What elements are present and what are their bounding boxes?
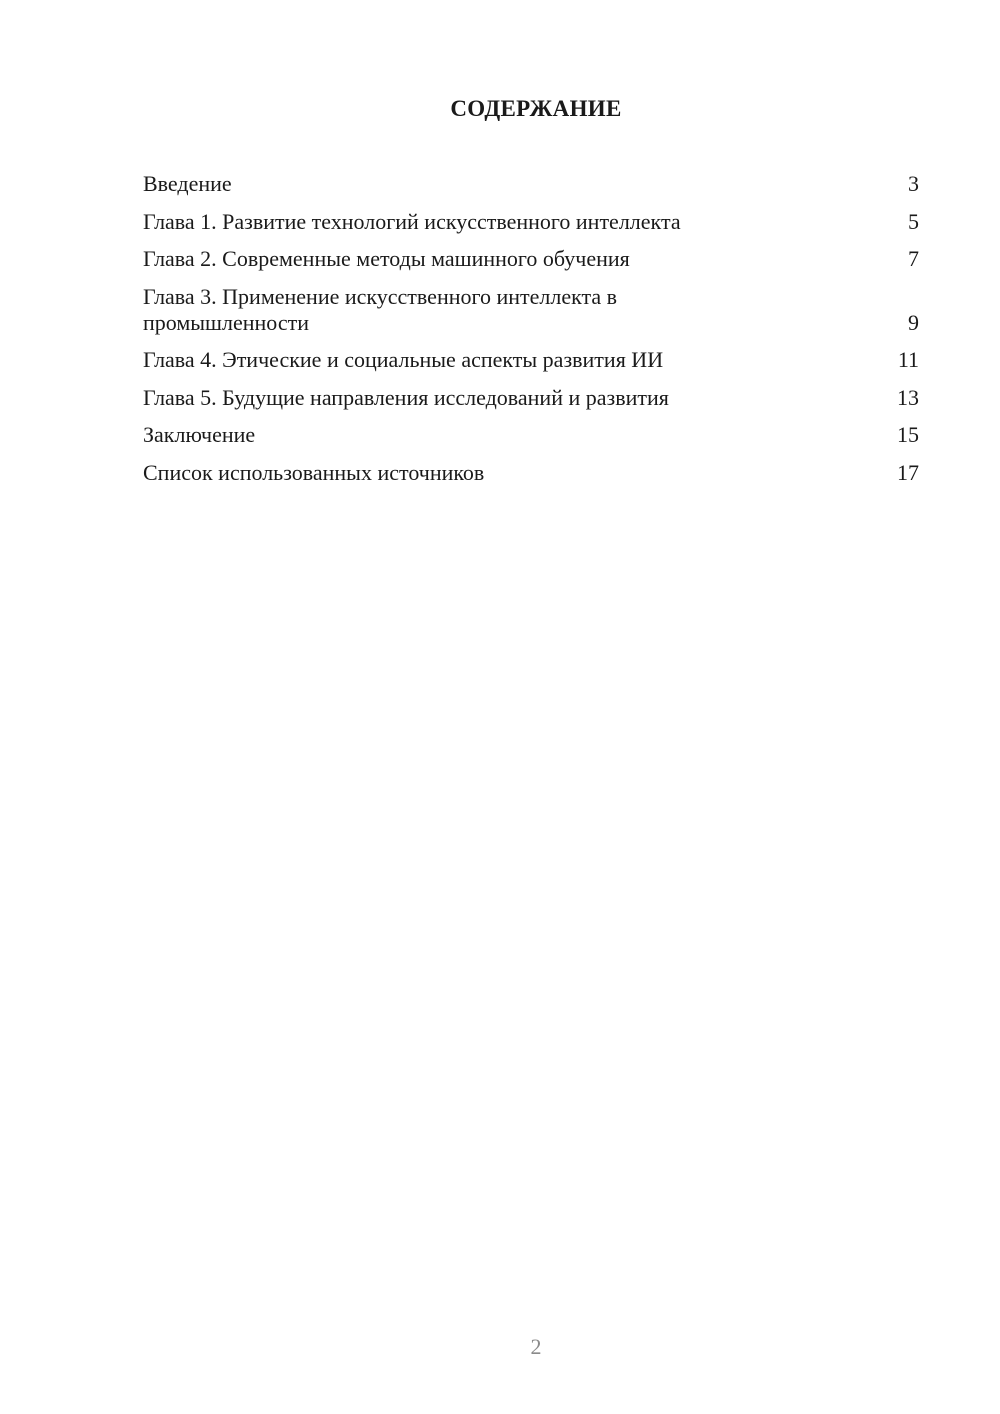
toc-entry-conclusion: [143, 422, 919, 448]
toc-entry-text: Глава 4. Этические и социальные аспекты развития ИИ: [143, 347, 664, 372]
toc-entry-page: 15: [897, 422, 919, 447]
toc-title: СОДЕРЖАНИЕ: [450, 96, 622, 121]
toc-entry-text: Глава 5. Будущие направления исследований и развития: [143, 384, 669, 410]
toc-entry-text: Глава 1. Развитие технологий искусственного интеллекта: [143, 208, 681, 234]
toc-entry-chapter-3: [143, 284, 919, 336]
toc-entry-text: Глава 2. Современные методы машинного обучения: [143, 246, 630, 271]
toc-entry-page: 5: [908, 208, 919, 234]
toc-entry-references: [143, 460, 919, 486]
toc-entry-chapter-5: [143, 385, 919, 411]
toc-entry-page: 17: [897, 459, 919, 485]
toc-entry-text: Список использованных источников: [143, 459, 485, 485]
toc-entry-page: 9: [908, 309, 919, 335]
toc-entry-introduction: [143, 171, 919, 197]
toc-entry-page: 11: [897, 347, 919, 372]
toc-entry-text: Введение: [143, 171, 232, 196]
toc-entry-text: Заключение: [143, 422, 256, 447]
toc-entry-chapter-1: [143, 209, 919, 235]
table-of-contents: [143, 171, 919, 497]
toc-entry-chapter-4: [143, 347, 919, 373]
toc-entry-text: Глава 3. Применение искусственного интеллекта в промышленности: [143, 283, 618, 335]
toc-entry-page: 3: [908, 171, 919, 196]
toc-entry-page: 13: [897, 384, 919, 410]
toc-entry-page: 7: [908, 246, 919, 271]
toc-entry-chapter-2: [143, 246, 919, 272]
page-number: 2: [530, 1334, 542, 1359]
